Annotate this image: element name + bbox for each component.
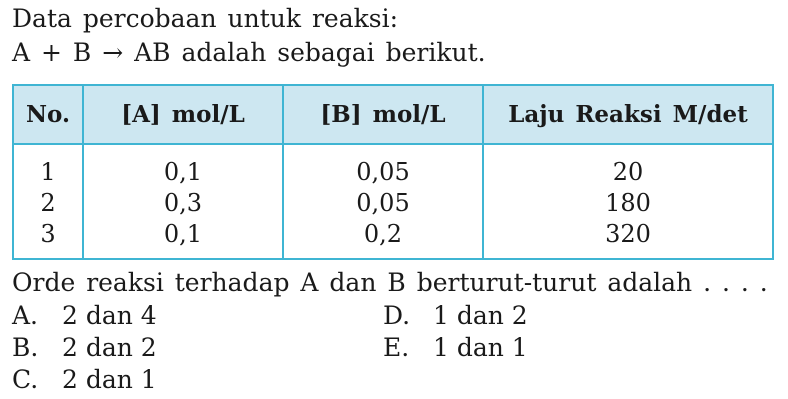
option-e[interactable]	[383, 333, 528, 363]
option-text: 1 dan 2	[433, 301, 528, 330]
cell-no: 2	[13, 188, 83, 219]
question-text: Orde reaksi terhadap A dan B berturut-turut adalah . . . .	[12, 268, 768, 297]
option-a[interactable]	[12, 301, 157, 331]
header-concentration-b: [B] mol/L	[283, 85, 483, 144]
table-row	[13, 219, 773, 259]
option-letter: D.	[383, 301, 411, 330]
cell-concentration-b: 0,05	[283, 188, 483, 219]
header-no: No.	[13, 85, 83, 144]
cell-concentration-a: 0,1	[83, 219, 283, 259]
header-concentration-a: [A] mol/L	[83, 85, 283, 144]
cell-reaction-rate: 320	[483, 219, 773, 259]
option-b[interactable]	[12, 333, 157, 363]
option-text: 2 dan 4	[62, 301, 157, 330]
option-letter: A.	[12, 301, 39, 330]
table-header-row	[13, 85, 773, 144]
option-text: 2 dan 1	[62, 365, 157, 394]
cell-concentration-b: 0,05	[283, 144, 483, 188]
option-c[interactable]	[12, 365, 157, 395]
cell-no: 1	[13, 144, 83, 188]
cell-concentration-a: 0,1	[83, 144, 283, 188]
cell-reaction-rate: 20	[483, 144, 773, 188]
cell-concentration-a: 0,3	[83, 188, 283, 219]
option-text: 2 dan 2	[62, 333, 157, 362]
header-reaction-rate: Laju Reaksi M/det	[483, 85, 773, 144]
option-letter: B.	[12, 333, 39, 362]
table-row	[13, 188, 773, 219]
cell-concentration-b: 0,2	[283, 219, 483, 259]
table-row	[13, 144, 773, 188]
cell-reaction-rate: 180	[483, 188, 773, 219]
intro-line-2: A + B → AB adalah sebagai berikut.	[12, 38, 486, 67]
intro-line-1: Data percobaan untuk reaksi:	[12, 4, 399, 33]
option-letter: C.	[12, 365, 39, 394]
option-letter: E.	[383, 333, 410, 362]
cell-no: 3	[13, 219, 83, 259]
option-text: 1 dan 1	[433, 333, 528, 362]
option-d[interactable]	[383, 301, 528, 331]
experiment-table	[12, 84, 774, 260]
